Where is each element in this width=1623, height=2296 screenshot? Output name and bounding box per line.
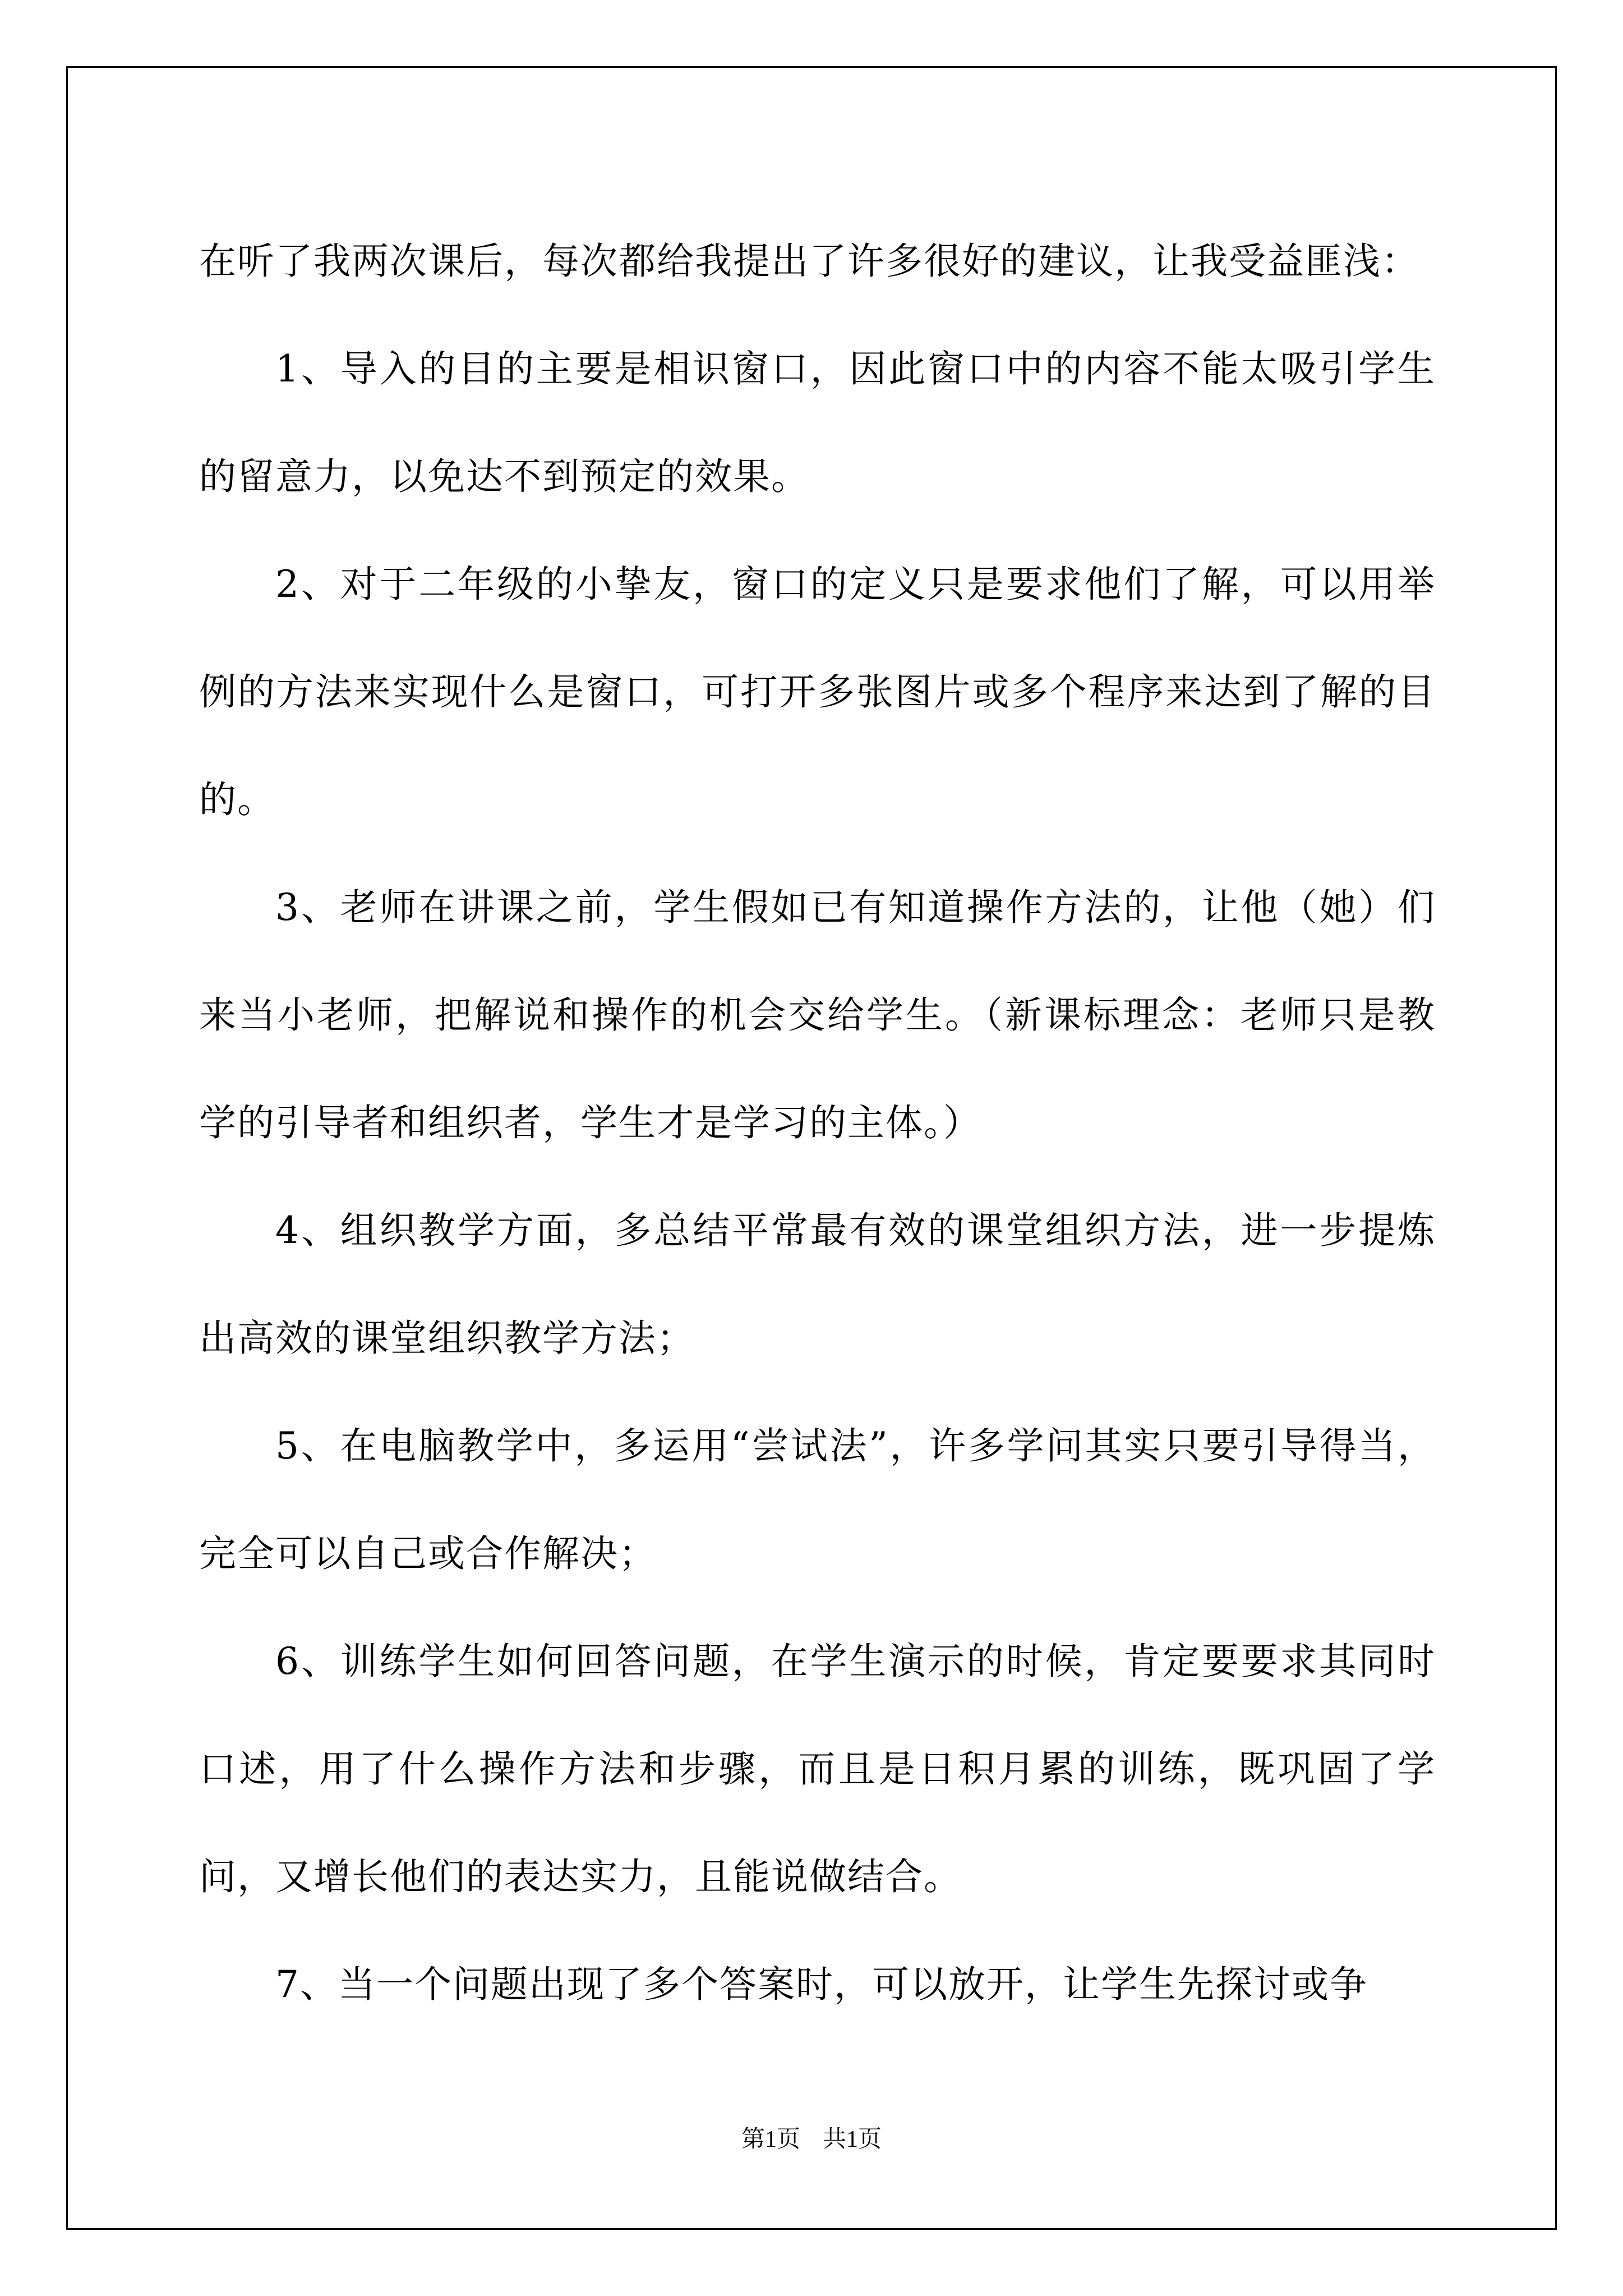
page-total: 共1页 [823,2127,882,2152]
document-body [199,208,1436,2039]
paragraph-item-4: 4、组织教学方面，多总结平常最有效的课堂组织方法，进一步提炼出高效的课堂组织教学方法； [199,1209,1436,1360]
paragraph-intro: 在听了我两次课后，每次都给我提出了许多很好的建议，让我受益匪浅： [199,240,1419,283]
paragraph-item-5: 5、在电脑教学中，多运用“尝试法”，许多学问其实只要引导得当，完全可以自己或合作解决； [199,1424,1436,1575]
paragraph-item-6: 6、训练学生如何回答问题，在学生演示的时候，肯定要要求其同时口述，用了什么操作方法和步骤，而且是日积月累的训练，既巩固了学问，又增长他们的表达实力，且能说做结合。 [199,1640,1436,1898]
page-number: 第1页 [741,2127,800,2152]
paragraph-item-7: 7、当一个问题出现了多个答案时，可以放开，让学生先探讨或争 [275,1963,1368,2006]
page-footer [0,2120,1623,2154]
paragraph-item-2: 2、对于二年级的小挚友，窗口的定义只是要求他们了解，可以用举例的方法来实现什么是窗口，可打开多张图片或多个程序来达到了解的目的。 [199,563,1436,821]
paragraph-item-3: 3、老师在讲课之前，学生假如已有知道操作方法的，让他（她）们来当小老师，把解说和操作的机会交给学生。（新课标理念：老师只是教学的引导者和组织者，学生才是学习的主体。） [199,886,1436,1144]
paragraph-item-1: 1、导入的目的主要是相识窗口，因此窗口中的内容不能太吸引学生的留意力，以免达不到预定的效果。 [199,347,1436,498]
